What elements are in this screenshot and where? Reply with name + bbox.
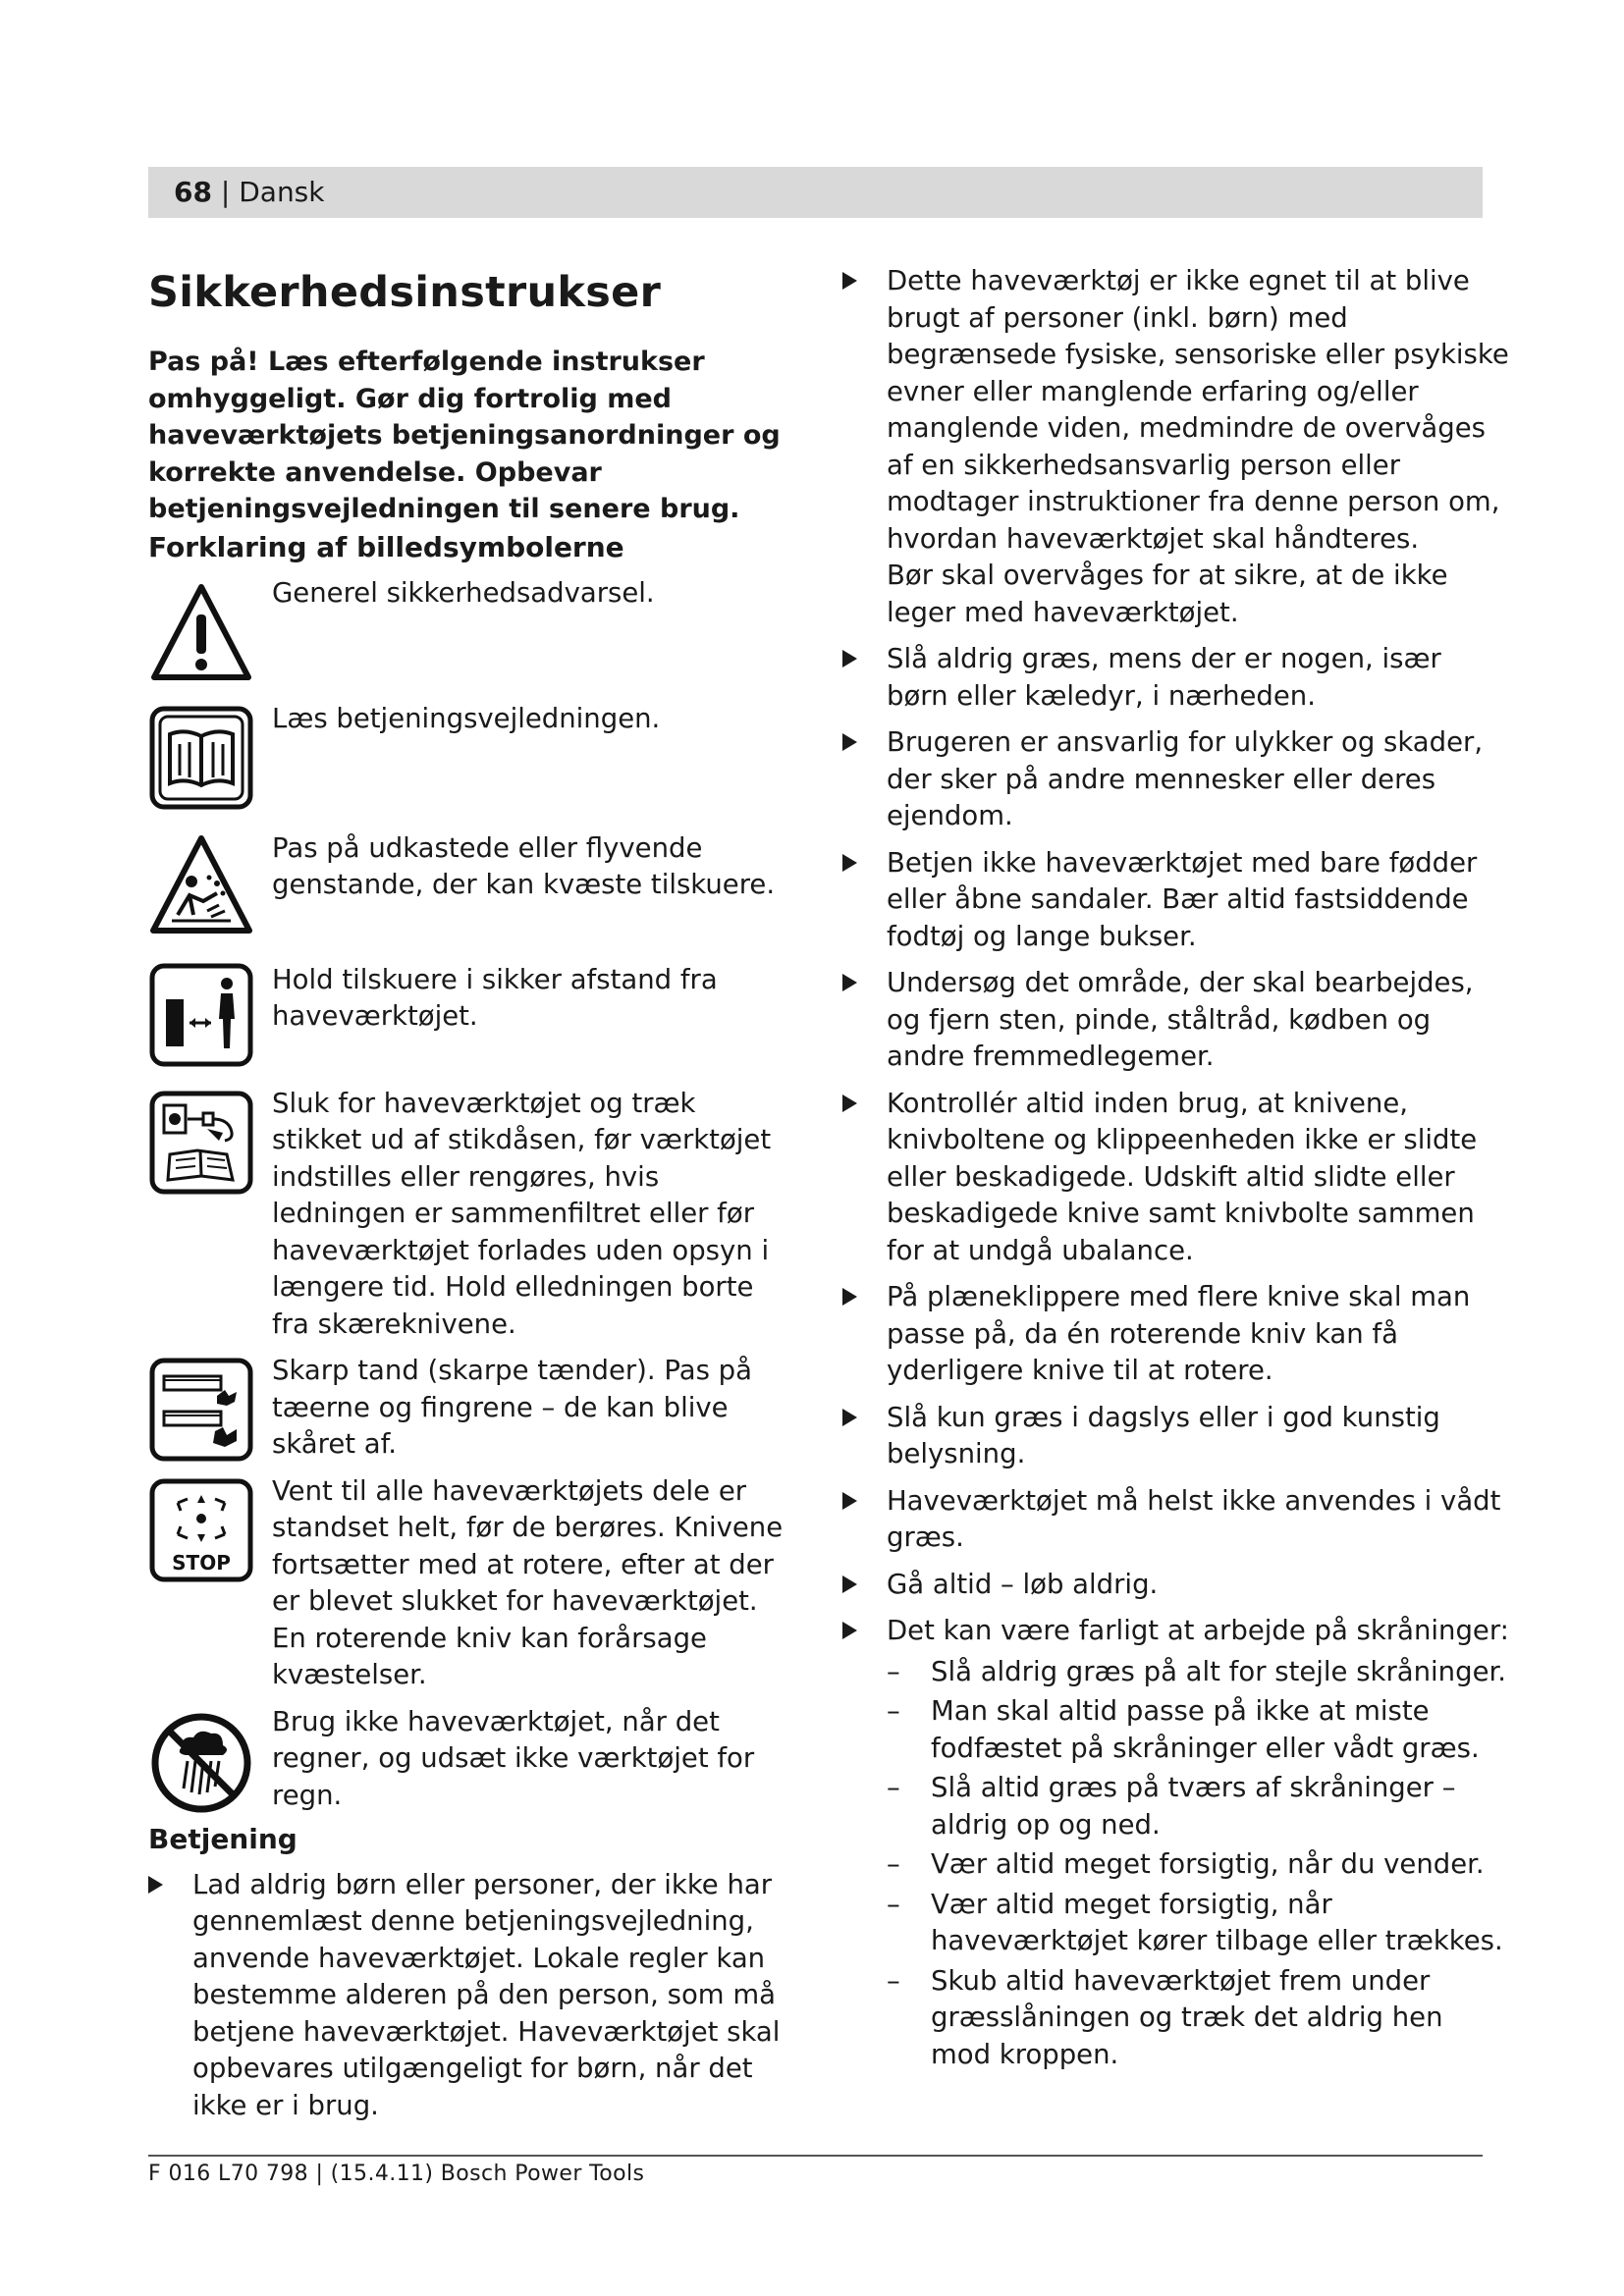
list-item-text: På plæneklippere med flere knive skal man passe på, da én roterende kniv kan få yderligere knive til at rotere. [887,1281,1471,1386]
sublist-item-text: Man skal altid passe på ikke at miste fodfæstet på skråninger eller vådt græs. [931,1695,1480,1764]
stop-rotation-icon [148,1477,254,1583]
bullet-arrow-icon [842,1622,857,1639]
list-item-text: Brugeren er ansvarlig for ulykker og skader, der sker på andre mennesker eller deres ejendom. [887,726,1484,831]
bullet-arrow-icon [842,1095,857,1112]
header-language: Dansk [239,176,325,208]
sublist-item [887,1770,1510,1843]
header-separator: | [220,176,231,208]
symbol-item [148,1353,786,1464]
bullet-arrow-icon [842,733,857,751]
betjening-heading: Betjening [148,1822,298,1855]
list-item [842,641,1510,715]
bullet-arrow-icon [842,1575,857,1593]
sublist-item [887,1693,1510,1767]
dash-marker: – [887,1695,900,1727]
list-item [842,1613,1510,2073]
right-column [842,263,1510,2073]
list-item-text: Betjen ikke haveværktøjet med bare fødder eller åbne sandaler. Bær altid fastsiddende fodtøj og lange bukser. [887,846,1478,952]
sublist-item [887,1654,1510,1691]
symbol-item [148,1704,786,1820]
list-item-text: Slå kun græs i dagslys eller i god kunstig belysning. [887,1401,1440,1469]
sublist-item [887,1846,1510,1884]
symbol-text: Læs betjeningsvejledningen. [272,702,661,734]
list-item [842,1086,1510,1270]
sublist-item-text: Vær altid meget forsigtig, når haveværktøjet kører tilbage eller trækkes. [931,1888,1503,1956]
read-manual-icon [148,705,254,811]
bullet-arrow-icon [842,974,857,991]
list-item [842,1400,1510,1473]
betjening-list-right [842,263,1510,2073]
list-item [842,1483,1510,1557]
symbol-text: Brug ikke haveværktøjet, når det regner, og udsæt ikke værktøjet for regn. [272,1705,755,1811]
list-item [842,1279,1510,1390]
sublist-item-text: Skub altid haveværktøjet frem under græsslåningen og træk det aldrig hen mod kroppen. [931,1964,1443,2070]
bullet-arrow-icon [842,1409,857,1426]
sublist-item-text: Slå altid græs på tværs af skråninger – aldrig op og ned. [931,1772,1456,1841]
unplug-icon [148,1090,254,1196]
dash-marker: – [887,1964,900,1997]
list-item-text: Lad aldrig børn eller personer, der ikke har gennemlæst denne betjeningsvejledning, anvende haveværktøjet. Lokale regler kan bestemme alderen på den person, som må betjene haveværktøjet. Haveværktøjet skal opbevares utilgængeligt for børn, når det ikke er i brug. [192,1868,781,2121]
betjening-list-left [148,1867,786,2125]
list-item-text: Kontrollér altid inden brug, at knivene, knivboltene og klippeenheden ikke er slidte eller beskadigede. Udskift altid slidte eller beskadigede knive samt knivbolte sammen for at undgå ubalance. [887,1087,1478,1266]
symbol-text: Sluk for haveværktøjet og træk stikket ud af stikdåsen, før værktøjet indstilles eller rengøres, hvis ledningen er sammenfiltret eller før haveværktøjet forlades uden opsyn i længere tid. Hold elledningen borte fra skæreknivene. [272,1087,772,1340]
footer-rule [148,2155,1483,2157]
page-number: 68 [174,176,212,208]
list-item [842,845,1510,956]
dash-marker: – [887,1848,900,1880]
symbol-text: Hold tilskuere i sikker afstand fra haveværktøjet. [272,963,718,1032]
list-item-text: Undersøg det område, der skal bearbejdes, og fjern sten, pinde, ståltråd, kødben og andre fremmedlegemer. [887,967,1474,1072]
intro-warning: Pas på! Læs efterfølgende instrukser omhyggeligt. Gør dig fortrolig med haveværktøjets betjeningsanordninger og korrekte anvendelse. Opbevar betjeningsvejledningen til senere brug. [148,347,781,524]
list-item [842,724,1510,835]
bullet-arrow-icon [842,272,857,290]
flying-objects-icon [148,832,254,938]
children-note: Bør skal overvåges for at sikre, at de ikke leger med haveværktøjet. [887,560,1448,628]
sharp-blades-icon [148,1357,254,1463]
list-item-text: Gå altid – løb aldrig. [887,1568,1159,1600]
list-item-text: Det kan være farligt at arbejde på skråninger: [887,1615,1509,1646]
list-item-text: Haveværktøjet må helst ikke anvendes i vådt græs. [887,1484,1501,1553]
bullet-arrow-icon [842,854,857,872]
symbol-legend [148,575,786,1820]
bullet-arrow-icon [148,1876,163,1894]
list-item [842,1567,1510,1604]
sublist-item-text: Slå aldrig græs på alt for stejle skråninger. [931,1655,1507,1687]
page-footer: F 016 L70 798 | (15.4.11) Bosch Power Tools [148,2162,645,2186]
symbol-item [148,962,786,1078]
warning-triangle-icon [148,579,254,685]
symbol-text: Vent til alle haveværktøjets dele er standset helt, før de berøres. Knivene fortsætter med at rotere, efter at der er blevet slukket for haveværktøjet. En roterende kniv kan forårsage kvæstelser. [272,1474,784,1690]
stop-label: STOP [172,1550,231,1575]
symbol-text: Pas på udkastede eller flyvende genstande, der kan kvæste tilskuere. [272,831,776,900]
symbol-text: Skarp tand (skarpe tænder). Pas på tæerne og fingrene – de kan blive skåret af. [272,1355,752,1460]
dash-marker: – [887,1772,900,1803]
bullet-arrow-icon [842,1288,857,1306]
symbol-item [148,1473,786,1694]
list-item-text: Dette haveværktøj er ikke egnet til at blive brugt af personer (inkl. børn) med begrænsede fysiske, sensoriske eller psykiske evner eller manglende erfaring og/eller manglende viden, medmindre de overvåges af en sikkerhedsansvarlig person eller modtager instruktioner fra denne person om, hvordan haveværktøjet skal håndteres. [887,265,1509,555]
page-header [148,167,1483,218]
symbol-text: Generel sikkerhedsadvarsel. [272,576,655,609]
no-rain-icon [148,1710,254,1816]
page-title: Sikkerhedsinstrukser [148,268,662,317]
legend-heading: Forklaring af billedsymbolerne [148,530,624,563]
sublist-item [887,1887,1510,1960]
keep-distance-icon [148,962,254,1068]
symbol-item [148,830,786,954]
sublist-item-text: Vær altid meget forsigtig, når du vender. [931,1848,1485,1880]
list-item [842,263,1510,631]
slope-sublist [887,1654,1510,2074]
list-item-text: Slå aldrig græs, mens der er nogen, især børn eller kæledyr, i nærheden. [887,643,1441,712]
left-column [148,263,786,2124]
dash-marker: – [887,1655,900,1687]
bullet-arrow-icon [842,650,857,667]
symbol-item [148,1086,786,1344]
bullet-arrow-icon [842,1492,857,1510]
sublist-item [887,1963,1510,2074]
symbol-item [148,701,786,825]
symbol-item [148,575,786,699]
dash-marker: – [887,1888,900,1920]
list-item [842,965,1510,1076]
list-item [148,1867,786,2125]
